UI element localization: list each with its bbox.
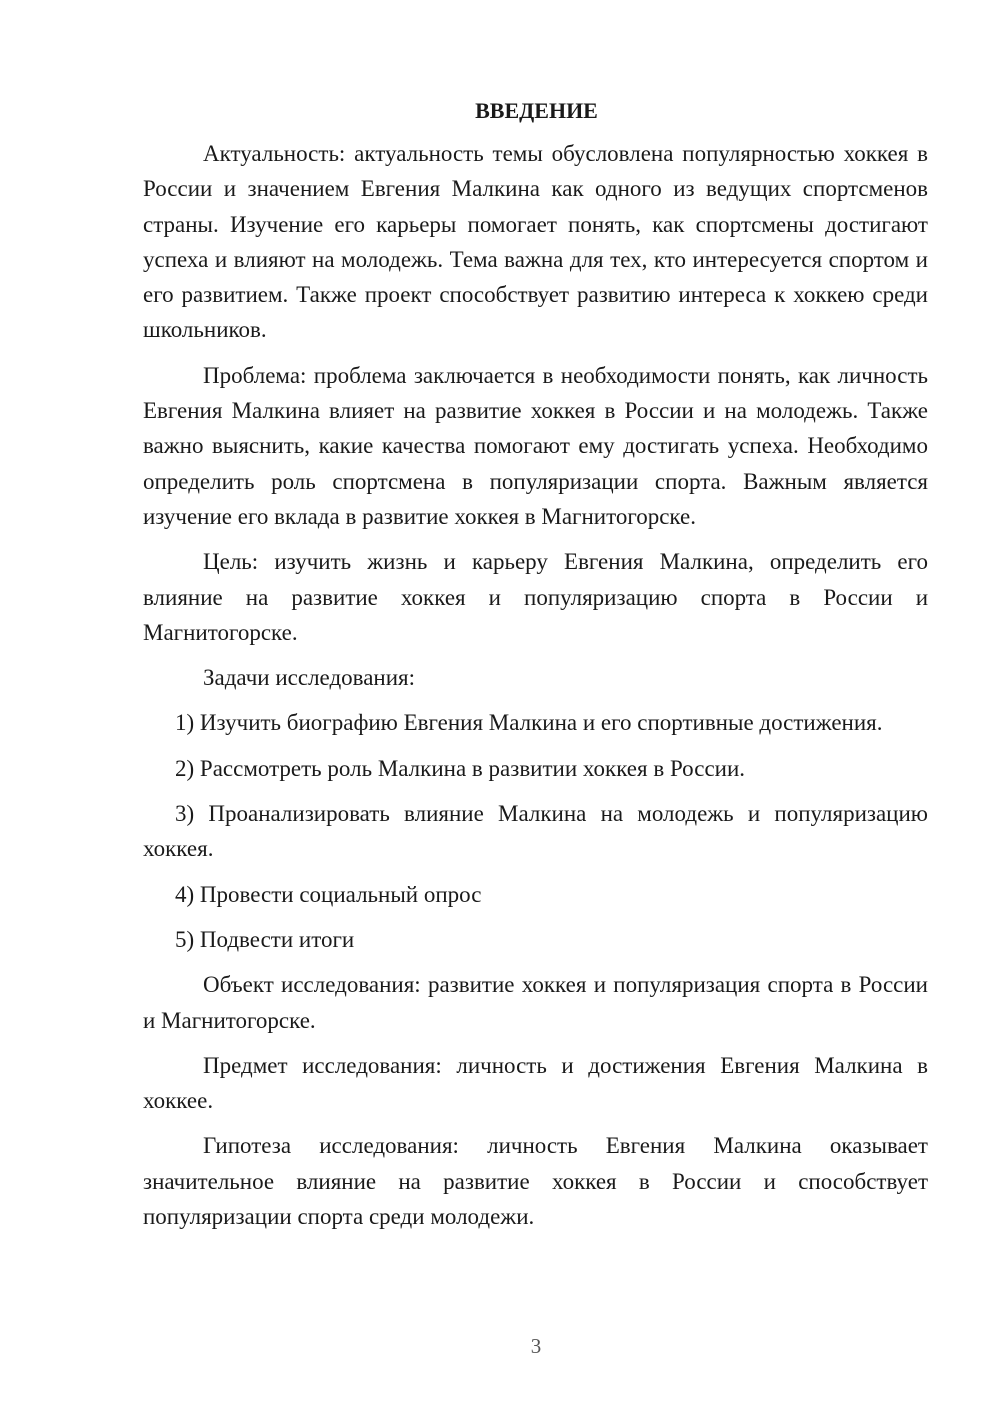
section-title: ВВЕДЕНИЕ [475, 98, 598, 123]
goal-paragraph: Цель: изучить жизнь и карьеру Евгения Малкина, определить его влияние на развитие хоккея и популяризацию спорта в России и Магнитогорске. [143, 549, 928, 645]
document-body [143, 96, 928, 1234]
task-item-3: 3) Проанализировать влияние Малкина на молодежь и популяризацию хоккея. [143, 801, 928, 862]
task-item-1: 1) Изучить биографию Евгения Малкина и его спортивные достижения. [175, 710, 883, 736]
page-number: 3 [530, 1334, 542, 1358]
object-paragraph: Объект исследования: развитие хоккея и популяризация спорта в России и Магнитогорске. [143, 972, 928, 1033]
relevance-paragraph: Актуальность: актуальность темы обусловлена популярностью хоккея в России и значением Евгения Малкина как одного из ведущих спортсменов страны. Изучение его карьеры помогает понять, как спортсмены достигают успеха и влияют на молодежь. Тема важна для тех, кто интересуется спортом и его развитием. Также проект способствует развитию интереса к хоккею среди школьников. [143, 141, 928, 343]
task-item-4: 4) Провести социальный опрос [175, 881, 482, 907]
task-item-2: 2) Рассмотреть роль Малкина в развитии хоккея в России. [175, 755, 746, 781]
hypothesis-paragraph: Гипотеза исследования: личность Евгения Малкина оказывает значительное влияние на развитие хоккея в России и способствует популяризации спорта среди молодежи. [143, 1133, 928, 1230]
subject-paragraph: Предмет исследования: личность и достижения Евгения Малкина в хоккее. [143, 1052, 928, 1114]
problem-paragraph: Проблема: проблема заключается в необходимости понять, как личность Евгения Малкина влияет на развитие хоккея в России и на молодежь. Также важно выяснить, какие качества помогают ему достигать успеха. Необходимо определить роль спортсмена в популяризации спорта. Важным является изучение его вклада в развитие хоккея в Магнитогорске. [143, 362, 928, 529]
task-item-5: 5) Подвести итоги [175, 926, 355, 952]
tasks-heading: Задачи исследования: [203, 665, 416, 691]
